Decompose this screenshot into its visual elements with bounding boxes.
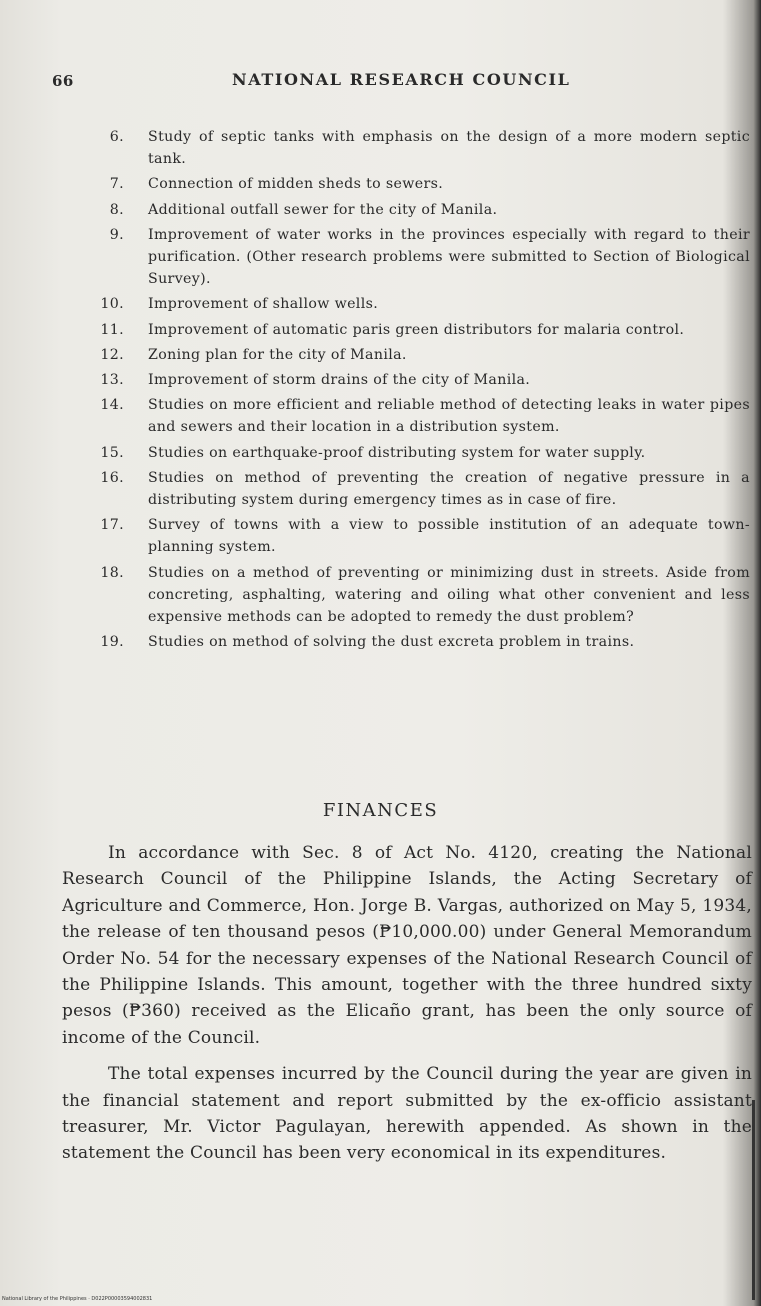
list-item: [98, 514, 750, 558]
list-item: [98, 293, 750, 315]
list-item-text: Zoning plan for the city of Manila.: [148, 346, 407, 363]
list-item: [98, 467, 750, 511]
list-item-number: 9.: [109, 226, 124, 243]
paragraph: The total expenses incurred by the Council during the year are given in the financial statement and report submitted by the ex-officio assistant treasurer, Mr. Victor Pagulayan, herewith appended. As shown in the statement the Council has been very economical in its expenditures.: [62, 1064, 752, 1164]
list-item-number: 12.: [100, 346, 124, 363]
list-item: [98, 319, 750, 341]
list-item-text: Survey of towns with a view to possible institution of an adequate town-planning system.: [148, 517, 750, 556]
list-item-text: Improvement of shallow wells.: [148, 296, 379, 313]
list-item: [98, 199, 750, 221]
list-item-number: 15.: [100, 444, 124, 461]
list-item-number: 14.: [100, 397, 124, 414]
page-number: 66: [52, 72, 74, 90]
scan-footer: National Library of the Philippines · D022P00003594002831: [2, 1296, 153, 1302]
list-item-text: Improvement of storm drains of the city of Manila.: [148, 372, 531, 389]
list-item: [98, 442, 750, 464]
list-item: [98, 224, 750, 291]
list-item-text: Connection of midden sheds to sewers.: [148, 176, 444, 193]
list-item: [98, 369, 750, 391]
list-item: [98, 394, 750, 438]
scan-edge-shadow: [752, 1100, 755, 1300]
list-item-text: Studies on method of solving the dust excreta problem in trains.: [148, 634, 635, 651]
list-item-number: 10.: [100, 296, 124, 313]
finances-body: [62, 840, 752, 1177]
list-item: [98, 173, 750, 195]
list-item-number: 17.: [100, 517, 124, 534]
list-item: [98, 126, 750, 170]
running-title: NATIONAL RESEARCH COUNCIL: [232, 70, 571, 89]
list-item-number: 11.: [100, 321, 124, 338]
list-item-number: 18.: [100, 564, 124, 581]
list-item-number: 7.: [109, 176, 124, 193]
list-item-text: Improvement of automatic paris green distributors for malaria control.: [148, 321, 685, 338]
list-item-text: Studies on a method of preventing or minimizing dust in streets. Aside from concreting, asphalting, watering and oiling what other convenient and less expensive methods can be adopted to remedy the dust problem?: [148, 564, 750, 626]
list-item: [98, 562, 750, 629]
paragraph: In accordance with Sec. 8 of Act No. 4120, creating the National Research Council of the Philippine Islands, the Acting Secretary of Agriculture and Commerce, Hon. Jorge B. Vargas, authorized on May 5, 1934, the release of ten thousand pesos (₱10,000.00) under General Memorandum Order No. 54 for the necessary expenses of the National Research Council of the Philippine Islands. This amount, together with the three hundred sixty pesos (₱360) received as the Elicaño grant, has been the only source of income of the Council.: [62, 843, 752, 1048]
research-problems-list: [98, 126, 750, 656]
list-item-number: 8.: [109, 201, 124, 218]
list-item: [98, 631, 750, 653]
list-item-number: 16.: [100, 469, 124, 486]
list-item-text: Studies on method of preventing the creation of negative pressure in a distributing system during emergency times as in case of fire.: [148, 469, 750, 509]
list-item-number: 13.: [100, 372, 124, 389]
list-item-text: Additional outfall sewer for the city of Manila.: [148, 201, 498, 218]
list-item-text: Study of septic tanks with emphasis on the design of a more modern septic tank.: [148, 129, 750, 168]
list-item: [98, 344, 750, 366]
list-item-number: 19.: [100, 634, 124, 651]
list-item-text: Studies on more efficient and reliable method of detecting leaks in water pipes and sewers and their location in a distribution system.: [148, 397, 750, 436]
list-item-text: Studies on earthquake-proof distributing system for water supply.: [148, 444, 646, 461]
list-item-text: Improvement of water works in the provinces especially with regard to their purification. (Other research problems were submitted to Section of Biological Survey).: [148, 226, 750, 288]
list-item-number: 6.: [109, 129, 124, 145]
page-header: [52, 70, 702, 94]
section-heading-finances: FINANCES: [322, 800, 439, 821]
